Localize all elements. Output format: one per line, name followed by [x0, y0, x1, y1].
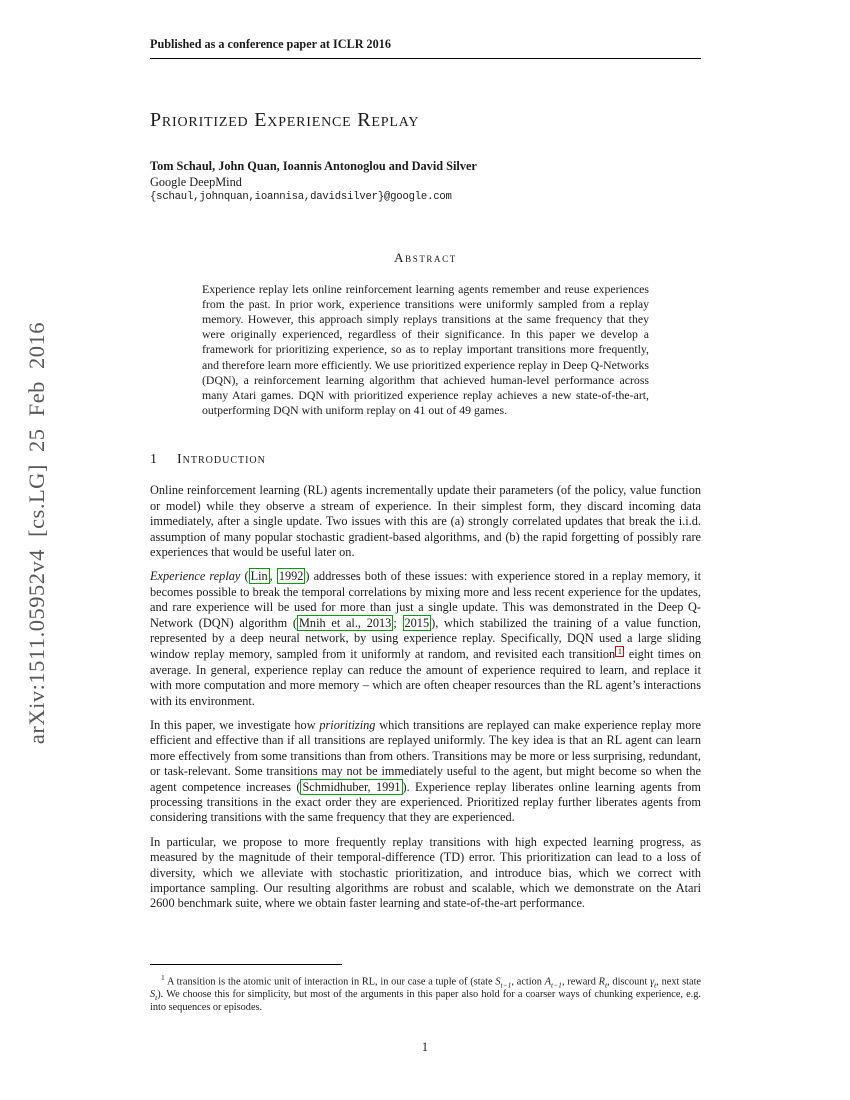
emphasis-prioritizing: prioritizing [319, 718, 376, 733]
text-run: ( [240, 569, 249, 584]
text-run: eight times on average. In general, experience replay can reduce the amount of experience required to learn, and replace it with more computation and more memory – which are often cheaper resources than the RL agent’s interactions with its environment. [150, 647, 701, 708]
math-action-prev: A [544, 976, 552, 988]
author-affiliation: Google DeepMind [150, 174, 242, 189]
footnote-marker: 1 [161, 973, 165, 982]
conference-header: Published as a conference paper at ICLR 2016 [150, 37, 701, 59]
cite-lin-author-link[interactable]: Lin [250, 569, 268, 584]
math-reward: R [598, 976, 605, 988]
math-sub: t [155, 993, 158, 1003]
text-run: A transition is the atomic unit of interaction in RL, in our case a tuple of (state [164, 976, 496, 988]
author-block [150, 159, 701, 206]
footnote-1-ref[interactable]: 1 [615, 646, 624, 657]
math-sub: t [604, 980, 608, 990]
page-number: 1 [421, 1040, 429, 1054]
text-run: ). Experience replay liberates online learning agents from processing transitions in the exact order they are experienced. Prioritized replay further liberates agents from considering transitions with the same frequency that they are experienced. [150, 779, 701, 825]
footnote-separator-rule [150, 964, 342, 965]
abstract-text: Experience replay lets online reinforcement learning agents remember and reuse experiences from the past. In prior work, experience transitions were uniformly sampled from a replay memory. However, this approach simply replays transitions at the same frequency that they were originally experienced, regardless of their significance. In this paper we develop a framework for prioritizing experience, so as to replay important transitions more frequently, and therefore learn more efficiently. We use prioritized experience replay in Deep Q-Networks (DQN), a reinforcement learning algorithm that achieved human-level performance across many Atari games. DQN with prioritized experience replay achieves a new state-of-the-art, outperforming DQN with uniform replay on 41 out of 49 games. [202, 281, 649, 418]
intro-paragraph-3 [150, 718, 701, 826]
section-title: Introduction [177, 452, 266, 468]
abstract-heading: Abstract [394, 249, 457, 265]
text-run: ), which stabilized the training of a value function, represented by a deep neural network, by using experience replay. Specifically, DQN used a large sliding window replay memory, sampled from it uniformly at random, and revisited each transition [150, 615, 701, 662]
text-run: , discount [607, 976, 651, 988]
intro-paragraph-1: Online reinforcement learning (RL) agents incrementally update their parameters (of the policy, value function or model) while they observe a stream of experience. In their simplest form, they discard incoming data immediately, after a single update. Two issues with this are (a) strongly correlated updates that break the i.i.d. assumption of many popular stochastic gradient-based algorithms, and (b) the rapid forgetting of possibly rare experiences that would be useful later on. [150, 483, 701, 559]
text-run: , action [511, 976, 545, 988]
text-run: , reward [561, 976, 599, 988]
cite-mnih-2015-link[interactable]: 2015 [404, 615, 430, 630]
text-run: , [269, 569, 277, 584]
text-run: ; [393, 615, 403, 630]
main-column [150, 37, 701, 912]
intro-paragraph-4: In particular, we propose to more frequently replay transitions with high expected learning progress, as measured by the magnitude of their temporal-difference (TD) error. This prioritization can lead to a loss of diversity, which we alleviate with stochastic prioritization, and introduce bias, which we correct with importance sampling. Our resulting algorithms are robust and scalable, which we demonstrate on the Atari 2600 benchmark suite, where we obtain faster learning and state-of-the-art performance. [150, 834, 701, 911]
author-names: Tom Schaul, John Quan, Ioannis Antonoglou and David Silver [150, 159, 477, 173]
arxiv-watermark: arXiv:1511.05952v4 [cs.LG] 25 Feb 2016 [24, 321, 49, 745]
section-number: 1 [150, 452, 157, 468]
emphasis-experience-replay: Experience replay [150, 569, 241, 584]
cite-lin-year-link[interactable]: 1992 [278, 569, 304, 584]
math-sub: t−1 [500, 980, 512, 990]
text-run: ) addresses both of these issues: with experience stored in a replay memory, it becomes possible to break the temporal correlations by mixing more and less recent experience for the updates, and rare experience will be used for more than just a single update. This was demonstrated in the Deep Q-Network (DQN) algorithm ( [150, 569, 701, 630]
cite-schmidhuber-1991-link[interactable]: Schmidhuber, 1991 [302, 779, 401, 794]
text-run: In this paper, we investigate how [150, 718, 320, 733]
paper-title: Prioritized Experience Replay [150, 109, 420, 131]
intro-paragraph-2 [150, 569, 701, 709]
author-email: {schaul,johnquan,ioannisa,davidsilver}@google.com [150, 191, 452, 203]
text-run: which transitions are replayed can make experience replay more efficient and effective than if all transitions are replayed uniformly. The key idea is that an RL agent can learn more effectively from some transitions than from others. Transitions may be more or less surprising, redundant, or task-relevant. Some transitions may not be immediately useful to the agent, but might become so when the agent competence increases ( [150, 718, 701, 794]
text-run: ). We choose this for simplicity, but most of the arguments in this paper also hold for a coarser ways of chunking experience, e.g. into sequences or episodes. [150, 989, 701, 1014]
footnote-1 [150, 971, 701, 1014]
text-run: , next state [656, 976, 702, 988]
cite-mnih-2013-link[interactable]: Mnih et al., 2013 [298, 615, 392, 630]
math-sub: t−1 [551, 980, 562, 990]
footnote-area [150, 964, 701, 1014]
math-sub: t [654, 980, 657, 990]
math-state-next: S [150, 989, 156, 1001]
math-state-prev: S [495, 976, 501, 988]
math-discount: γ [650, 976, 655, 988]
section-1-heading [150, 452, 701, 468]
